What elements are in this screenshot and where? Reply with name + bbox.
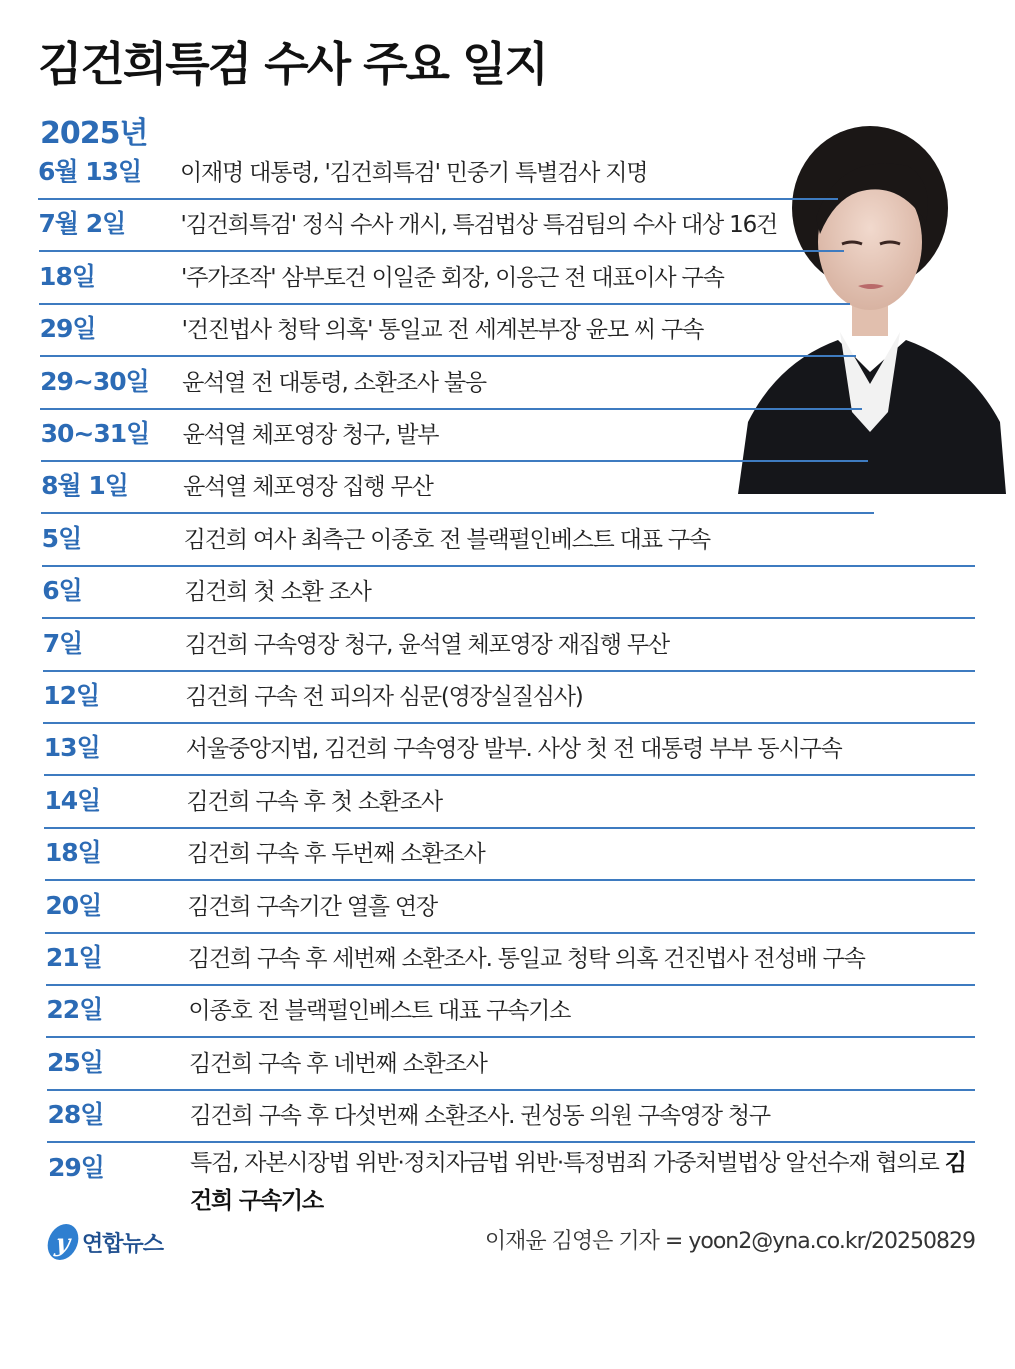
timeline-row-final	[48, 1144, 975, 1224]
timeline-row	[43, 672, 975, 724]
timeline-date: 18일	[39, 261, 95, 291]
timeline-row	[40, 305, 856, 357]
timeline-row	[41, 462, 874, 514]
timeline-date: 29일	[39, 314, 96, 344]
timeline-date: 28일	[47, 1100, 104, 1130]
timeline-text-bold: 김건희 구속기소	[190, 1149, 966, 1214]
timeline-row	[47, 1039, 975, 1091]
timeline-row	[45, 829, 975, 881]
timeline-date: 7월 2일	[38, 209, 126, 239]
timeline-text: 윤석열 체포영장 청구, 발부	[182, 422, 439, 448]
timeline-text: 이종호 전 블랙펄인베스트 대표 구속기소	[188, 998, 571, 1025]
timeline-text: 김건희 구속 후 네번째 소환조사	[188, 1050, 487, 1077]
timeline-date: 12일	[43, 681, 100, 710]
timeline-row	[46, 934, 975, 986]
timeline-date: 29~30일	[40, 366, 149, 396]
timeline-date: 22일	[46, 995, 103, 1025]
timeline-row	[45, 882, 975, 934]
timeline-date: 13일	[43, 733, 100, 763]
timeline-text: 이재명 대통령, '김건희특검' 민중기 특별검사 지명	[180, 160, 648, 186]
timeline-row	[44, 777, 975, 829]
page-title: 김건희특검 수사 주요 일지	[38, 37, 547, 91]
timeline-text: 윤석열 전 대통령, 소환조사 불응	[182, 369, 486, 396]
timeline-row	[43, 620, 975, 672]
timeline-date: 29일	[48, 1152, 104, 1182]
timeline-row	[41, 410, 868, 462]
timeline-text: 김건희 첫 소환 조사	[184, 579, 371, 606]
timeline-text: 김건희 구속기간 열흘 연장	[187, 893, 437, 920]
yonhap-logo	[48, 1222, 163, 1262]
timeline-date: 8월 1일	[41, 471, 128, 501]
yonhap-logo-icon: y	[45, 1224, 81, 1260]
timeline-text: '건진법사 청탁 의혹' 통일교 전 세계본부장 윤모 씨 구속	[181, 317, 704, 344]
timeline-row	[44, 724, 975, 776]
timeline-date: 14일	[44, 785, 101, 815]
timeline-text: 김건희 구속 후 다섯번째 소환조사. 권성동 의원 구속영장 청구	[189, 1103, 770, 1130]
timeline-row	[38, 148, 838, 200]
timeline-row	[39, 253, 850, 305]
yonhap-logo-text: 연합뉴스	[82, 1231, 164, 1257]
timeline-text	[190, 1144, 980, 1220]
timeline-date: 6일	[42, 576, 82, 606]
timeline-text: 김건희 구속 후 두번째 소환조사	[186, 841, 485, 868]
timeline-text: 윤석열 체포영장 집행 무산	[183, 474, 433, 501]
timeline-date: 18일	[44, 838, 101, 868]
timeline-row	[42, 515, 975, 567]
credit-line: 이재윤 김영은 기자 = yoon2@yna.co.kr/20250829	[484, 1229, 975, 1254]
timeline-text: '김건희특검' 정식 수사 개시, 특검법상 특검팀의 수사 대상 16건	[180, 212, 778, 239]
timeline-date: 5일	[41, 523, 82, 553]
timeline-text: 김건희 구속영장 청구, 윤석열 체포영장 재집행 무산	[184, 631, 669, 658]
timeline-text: 김건희 구속 후 세번째 소환조사. 통일교 청탁 의혹 건진법사 전성배 구속	[187, 946, 865, 972]
timeline-date: 21일	[45, 943, 102, 972]
timeline-row	[46, 986, 975, 1038]
timeline-row	[39, 200, 844, 252]
timeline-text-main: 특검, 자본시장법 위반·정치자금법 위반·특정범죄 가중처벌법상 알선수재 협의로	[190, 1149, 945, 1176]
timeline-text: 김건희 여사 최측근 이종호 전 블랙펄인베스트 대표 구속	[183, 526, 710, 553]
timeline-date: 6월 13일	[38, 157, 142, 186]
timeline-date: 25일	[46, 1047, 103, 1077]
year-label: 2025년	[40, 116, 148, 151]
timeline-date: 7일	[42, 628, 83, 658]
timeline-row	[42, 567, 975, 619]
timeline-date: 20일	[45, 890, 102, 920]
timeline-text: 김건희 구속 전 피의자 심문(영장실질심사)	[185, 684, 583, 710]
timeline-text: '주가조작' 삼부토건 이일준 회장, 이응근 전 대표이사 구속	[181, 264, 724, 291]
timeline-row	[47, 1091, 975, 1143]
timeline-text: 서울중앙지법, 김건희 구속영장 발부. 사상 첫 전 대통령 부부 동시구속	[185, 736, 842, 763]
timeline-row	[40, 358, 862, 410]
timeline-date: 30~31일	[40, 419, 150, 448]
timeline-text: 김건희 구속 후 첫 소환조사	[186, 788, 442, 815]
